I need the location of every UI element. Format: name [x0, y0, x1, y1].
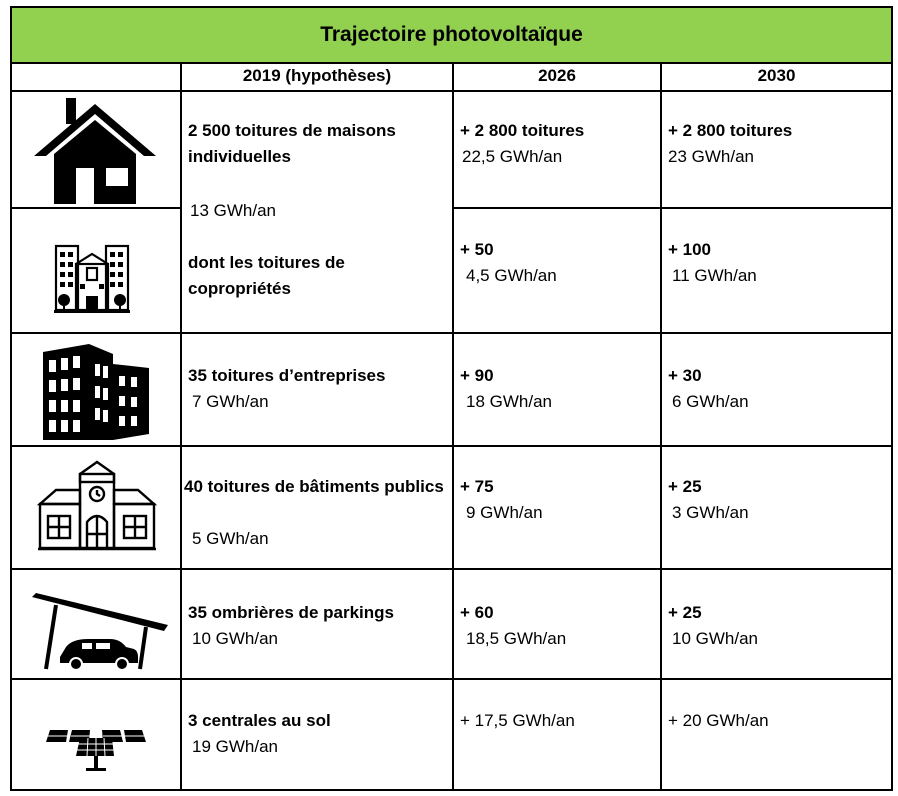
- sol-2019-value: 19 GWh/an: [192, 737, 278, 756]
- publics-2019-value: 5 GWh/an: [192, 529, 269, 548]
- publics-2026-value: 9 GWh/an: [466, 503, 543, 522]
- row-divider: [12, 207, 182, 209]
- parkings-2026-value: 18,5 GWh/an: [466, 629, 567, 648]
- column-divider: [452, 64, 454, 789]
- maisons-2030-title: + 2 800 toitures: [668, 121, 793, 140]
- maisons-2030-value: 23 GWh/an: [668, 147, 754, 166]
- house-icon: [32, 96, 158, 206]
- column-divider: [180, 64, 182, 789]
- photovoltaic-trajectory-table: [10, 6, 893, 791]
- column-divider: [660, 64, 662, 789]
- coproprietes-2026-value: 4,5 GWh/an: [466, 266, 557, 285]
- row-divider: [12, 678, 891, 680]
- header-2030: 2030: [757, 66, 796, 85]
- maisons-2019-value: 13 GWh/an: [190, 201, 276, 220]
- apartment-buildings-icon: [52, 238, 132, 318]
- sol-2030-value: + 20 GWh/an: [668, 711, 769, 730]
- row-divider: [452, 207, 891, 209]
- parkings-2019-title: 35 ombrières de parkings: [188, 603, 394, 622]
- entreprises-2026-title: + 90: [460, 366, 494, 385]
- header-2019: 2019 (hypothèses): [242, 66, 392, 85]
- parkings-2026-title: + 60: [460, 603, 494, 622]
- row-divider: [12, 332, 891, 334]
- parkings-2030-title: + 25: [668, 603, 702, 622]
- row-divider: [12, 90, 891, 92]
- public-building-icon: [36, 460, 158, 552]
- coproprietes-2019-title: dont les toitures de copropriétés: [188, 253, 345, 298]
- coproprietes-2030-title: + 100: [668, 240, 712, 259]
- publics-2030-title: + 25: [668, 477, 702, 496]
- office-buildings-icon: [39, 342, 153, 442]
- row-divider: [12, 445, 891, 447]
- sol-2026-value: + 17,5 GWh/an: [460, 711, 575, 730]
- solar-panels-icon: [42, 720, 150, 774]
- parkings-2030-value: 10 GWh/an: [672, 629, 758, 648]
- parkings-2019-value: 10 GWh/an: [192, 629, 278, 648]
- header-2026: 2026: [538, 66, 576, 85]
- entreprises-2030-value: 6 GWh/an: [672, 392, 749, 411]
- coproprietes-2026-title: + 50: [460, 240, 494, 259]
- row-divider: [12, 568, 891, 570]
- publics-2030-value: 3 GWh/an: [672, 503, 749, 522]
- maisons-2026-title: + 2 800 toitures: [460, 121, 585, 140]
- publics-2019-title: 40 toitures de bâtiments publics: [184, 477, 444, 496]
- sol-2019-title: 3 centrales au sol: [188, 711, 331, 730]
- table-title: Trajectoire photovoltaïque: [12, 8, 891, 64]
- publics-2026-title: + 75: [460, 477, 494, 496]
- coproprietes-2030-value: 11 GWh/an: [672, 266, 757, 285]
- entreprises-2030-title: + 30: [668, 366, 702, 385]
- entreprises-2019-title: 35 toitures d’entreprises: [188, 366, 386, 385]
- carport-solar-icon: [30, 591, 170, 671]
- entreprises-2019-value: 7 GWh/an: [192, 392, 269, 411]
- maisons-2026-value: 22,5 GWh/an: [462, 147, 563, 166]
- entreprises-2026-value: 18 GWh/an: [466, 392, 552, 411]
- maisons-2019-title: 2 500 toitures de maisons individuelles: [188, 121, 396, 166]
